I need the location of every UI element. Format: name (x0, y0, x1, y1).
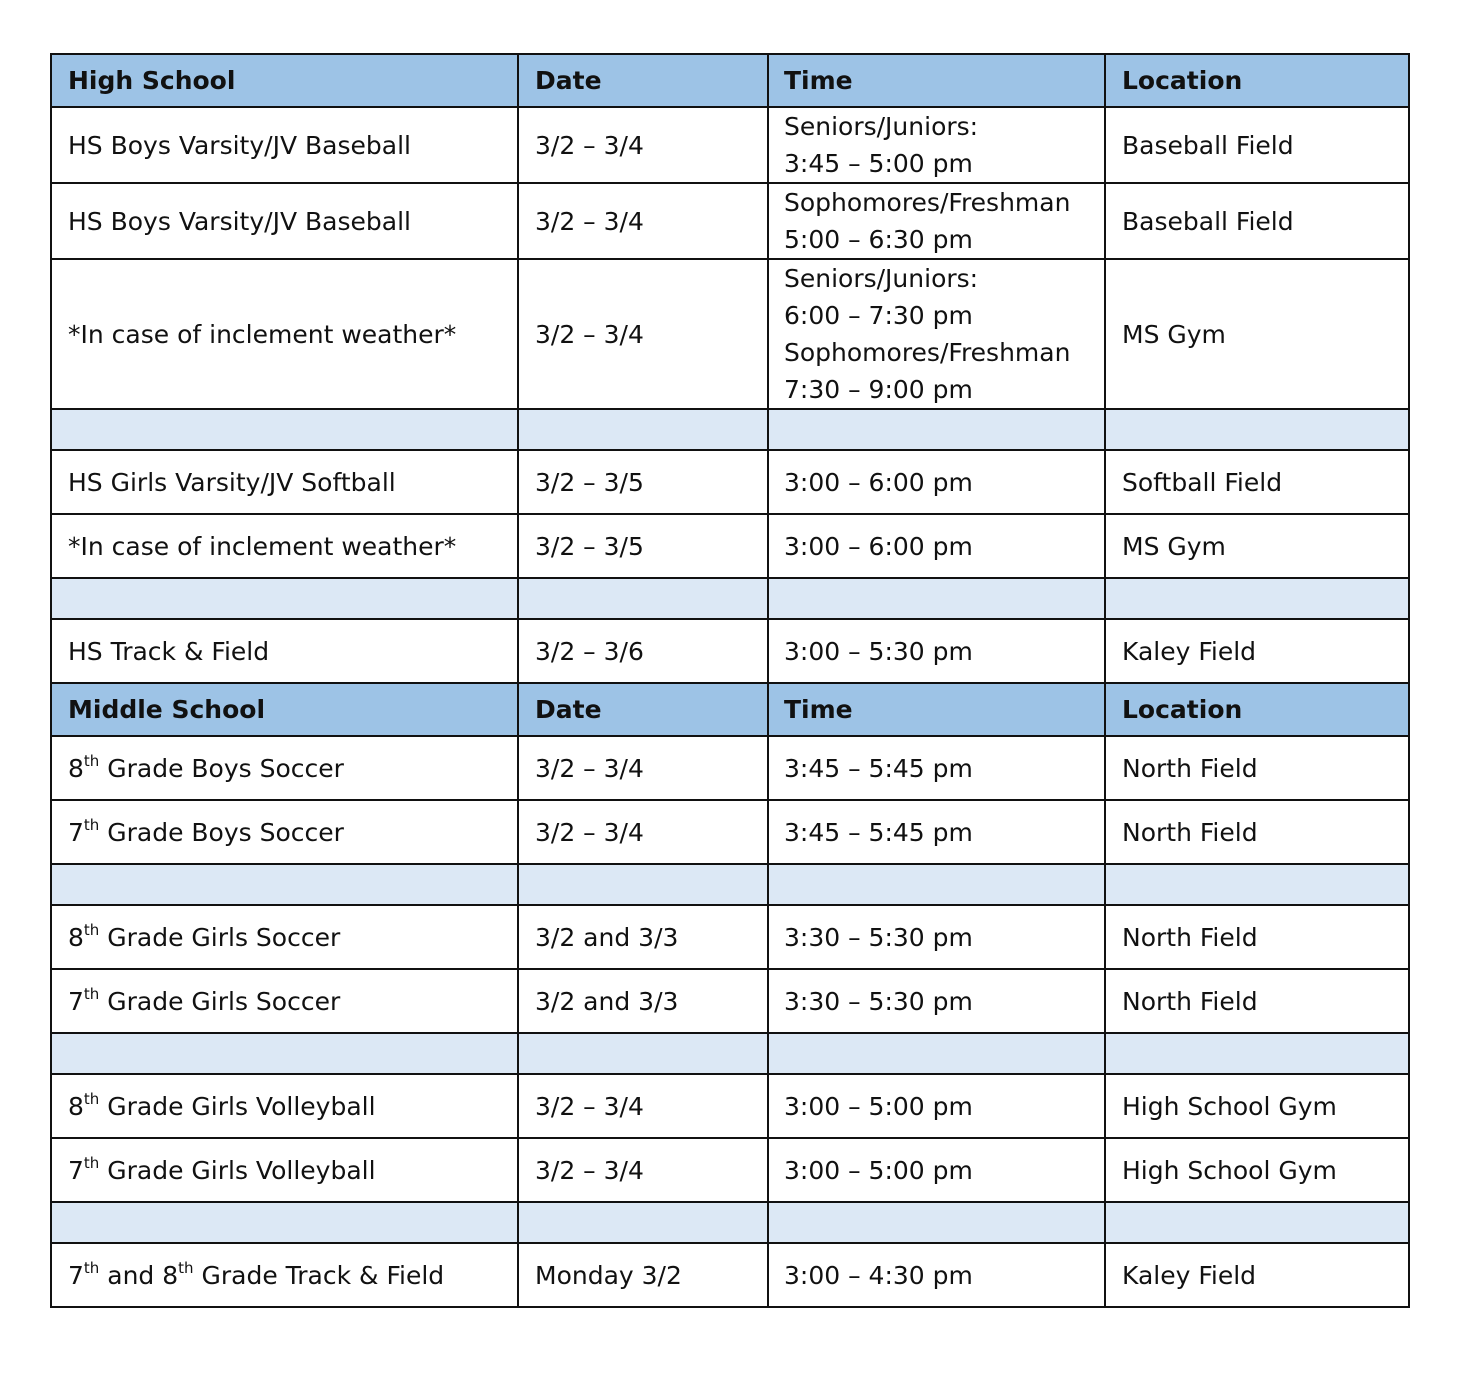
activity-cell: 8th Grade Girls Soccer (51, 905, 518, 969)
date-cell: 3/2 and 3/3 (518, 905, 768, 969)
header-location: Location (1105, 683, 1409, 736)
header-date: Date (518, 683, 768, 736)
table-row (51, 905, 1409, 969)
table-row (51, 736, 1409, 800)
location-cell: North Field (1105, 800, 1409, 864)
spacer-row (51, 1202, 1409, 1243)
table-row (51, 183, 1409, 259)
date-cell: 3/2 – 3/4 (518, 1074, 768, 1138)
header-activity: High School (51, 54, 518, 107)
activity-cell: 8th Grade Boys Soccer (51, 736, 518, 800)
spacer-row (51, 409, 1409, 450)
location-cell: Kaley Field (1105, 1243, 1409, 1307)
time-cell: 3:30 – 5:30 pm (768, 969, 1105, 1033)
location-cell: Softball Field (1105, 450, 1409, 514)
time-cell: 3:45 – 5:45 pm (768, 800, 1105, 864)
date-cell: 3/2 and 3/3 (518, 969, 768, 1033)
location-cell: High School Gym (1105, 1074, 1409, 1138)
date-cell: 3/2 – 3/4 (518, 736, 768, 800)
time-line: 3:45 – 5:00 pm (784, 149, 973, 178)
date-cell: 3/2 – 3/5 (518, 514, 768, 578)
location-cell: Baseball Field (1105, 183, 1409, 259)
header-location: Location (1105, 54, 1409, 107)
header-time: Time (768, 683, 1105, 736)
header-time: Time (768, 54, 1105, 107)
table-row (51, 450, 1409, 514)
activity-cell: HS Boys Varsity/JV Baseball (51, 107, 518, 183)
date-cell: 3/2 – 3/6 (518, 619, 768, 683)
time-cell: 3:00 – 5:00 pm (768, 1138, 1105, 1202)
spacer-row (51, 864, 1409, 905)
activity-cell: 7th and 8th Grade Track & Field (51, 1243, 518, 1307)
time-line: 6:00 – 7:30 pm (784, 301, 973, 330)
activity-cell: 7th Grade Girls Soccer (51, 969, 518, 1033)
time-cell: 3:00 – 6:00 pm (768, 514, 1105, 578)
activity-cell: *In case of inclement weather* (51, 514, 518, 578)
date-cell: 3/2 – 3/4 (518, 183, 768, 259)
location-cell: MS Gym (1105, 514, 1409, 578)
table-row (51, 1138, 1409, 1202)
location-cell: Kaley Field (1105, 619, 1409, 683)
time-line: 5:00 – 6:30 pm (784, 225, 973, 254)
location-cell: North Field (1105, 905, 1409, 969)
header-date: Date (518, 54, 768, 107)
time-cell (768, 259, 1105, 409)
date-cell: 3/2 – 3/5 (518, 450, 768, 514)
date-cell: 3/2 – 3/4 (518, 1138, 768, 1202)
date-cell: 3/2 – 3/4 (518, 800, 768, 864)
time-line: Sophomores/Freshman (784, 338, 1071, 367)
location-cell: Baseball Field (1105, 107, 1409, 183)
activity-cell: HS Girls Varsity/JV Softball (51, 450, 518, 514)
location-cell: North Field (1105, 969, 1409, 1033)
table-row (51, 107, 1409, 183)
time-cell (768, 107, 1105, 183)
time-cell: 3:30 – 5:30 pm (768, 905, 1105, 969)
time-line: Sophomores/Freshman (784, 188, 1071, 217)
time-cell: 3:00 – 5:00 pm (768, 1074, 1105, 1138)
practice-schedule-table (50, 53, 1410, 1308)
table-row (51, 1243, 1409, 1307)
activity-cell: 7th Grade Girls Volleyball (51, 1138, 518, 1202)
time-cell: 3:45 – 5:45 pm (768, 736, 1105, 800)
date-cell: Monday 3/2 (518, 1243, 768, 1307)
time-cell: 3:00 – 6:00 pm (768, 450, 1105, 514)
time-line: Seniors/Juniors: (784, 112, 979, 141)
time-line: Seniors/Juniors: (784, 264, 979, 293)
table-row (51, 800, 1409, 864)
location-cell: North Field (1105, 736, 1409, 800)
time-line: 7:30 – 9:00 pm (784, 375, 973, 404)
spacer-row (51, 578, 1409, 619)
date-cell: 3/2 – 3/4 (518, 259, 768, 409)
location-cell: MS Gym (1105, 259, 1409, 409)
section-header-high-school (51, 54, 1409, 107)
header-activity: Middle School (51, 683, 518, 736)
time-cell: 3:00 – 4:30 pm (768, 1243, 1105, 1307)
date-cell: 3/2 – 3/4 (518, 107, 768, 183)
table-row (51, 969, 1409, 1033)
time-cell: 3:00 – 5:30 pm (768, 619, 1105, 683)
table-row (51, 514, 1409, 578)
activity-cell: HS Boys Varsity/JV Baseball (51, 183, 518, 259)
activity-cell: HS Track & Field (51, 619, 518, 683)
activity-cell: *In case of inclement weather* (51, 259, 518, 409)
activity-cell: 8th Grade Girls Volleyball (51, 1074, 518, 1138)
activity-cell: 7th Grade Boys Soccer (51, 800, 518, 864)
table-row (51, 259, 1409, 409)
spacer-row (51, 1033, 1409, 1074)
location-cell: High School Gym (1105, 1138, 1409, 1202)
section-header-middle-school (51, 683, 1409, 736)
table-row (51, 1074, 1409, 1138)
table-row (51, 619, 1409, 683)
time-cell (768, 183, 1105, 259)
